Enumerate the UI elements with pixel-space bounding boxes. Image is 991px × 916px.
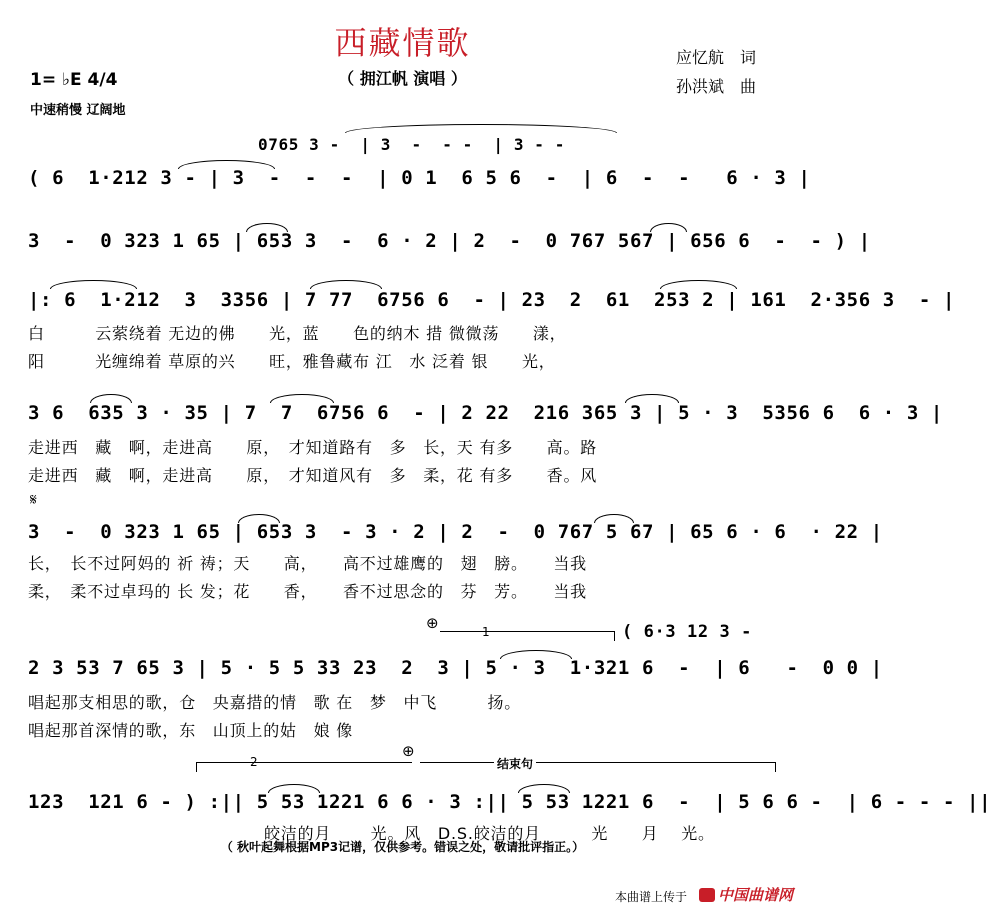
- slur-mark: [238, 514, 280, 523]
- composer-credit: 孙洪斌 曲: [676, 77, 757, 96]
- key-signature: 1= ♭E 4/4: [30, 70, 118, 90]
- first-ending-bracket: [614, 631, 615, 641]
- upper-voice-line: ( 6·3 12 3 -: [622, 622, 753, 642]
- ending-phrase-bracket: [775, 762, 776, 772]
- slur-mark: [310, 280, 382, 289]
- slur-mark: [270, 394, 334, 403]
- performer-line: （ 拥江帆 演唱 ）: [338, 69, 467, 88]
- lyric-line: 走进西 藏 啊，走进高 原， 才知道路有 多 长，天 有多 高。路: [28, 438, 598, 457]
- slur-mark: [50, 280, 137, 289]
- notation-line-5: 3 - 0 323 1 65 | 653 3 - 3 · 2 | 2 - 0 767 5 67 | 65 6 · 6 · 22 |: [28, 521, 883, 543]
- second-ending-bracket: [196, 762, 412, 763]
- slur-mark: [178, 160, 275, 169]
- site-logo[interactable]: [699, 884, 793, 905]
- notation-line-4: 3 6 635 3 · 35 | 7 7 6756 6 - | 2 22 216 365 3 | 5 · 3 5356 6 6 · 3 |: [28, 402, 943, 424]
- lyric-line: 白 云萦绕着 无边的佛 光，蓝 色的纳木 措 微微荡 漾，: [28, 324, 567, 343]
- lyric-line: 长， 长不过阿妈的 祈 祷；天 高， 高不过雄鹰的 翅 膀。 当我: [28, 554, 587, 573]
- lyric-line: 唱起那首深情的歌，东 山顶上的姑 娘 像: [28, 721, 354, 740]
- slur-mark: [345, 124, 617, 133]
- lyric-line: 皎洁的月 光。风 D.S.皎洁的月 光 月 光。: [264, 824, 715, 843]
- notation-line-6: 2 3 53 7 65 3 | 5 · 5 5 33 23 2 3 | 5 · 3 1·321 6 - | 6 - 0 0 |: [28, 657, 883, 679]
- segno-icon: 𝄋: [30, 490, 37, 509]
- site-name: 中国曲谱网: [717, 886, 793, 904]
- slur-mark: [90, 394, 132, 403]
- slur-mark: [518, 784, 570, 793]
- first-ending-number: 1: [482, 625, 490, 639]
- ending-phrase-label: 结束句: [494, 755, 536, 772]
- upper-voice-line: 0765 3 - | 3 - - - | 3 - -: [258, 135, 565, 154]
- slur-mark: [625, 394, 679, 403]
- notation-line-1: ( 6 1·212 3 - | 3 - - - | 0 1 6 5 6 - | 6 - - 6 · 3 |: [28, 167, 811, 189]
- transcription-note: （ 秋叶起舞根据MP3记谱，仅供参考。错误之处，敬请批评指正。）: [220, 840, 585, 854]
- page-title: 西藏情歌: [334, 24, 471, 62]
- slur-mark: [650, 223, 687, 232]
- lyricist-credit: 应忆航 词: [676, 48, 757, 67]
- notation-line-2: 3 - 0 323 1 65 | 653 3 - 6 · 2 | 2 - 0 767 567 | 656 6 - - ) |: [28, 230, 871, 252]
- lyric-line: 唱起那支相思的歌，仓 央嘉措的情 歌 在 梦 中飞 扬。: [28, 693, 522, 712]
- tempo-marking: 中速稍慢 辽阔地: [30, 103, 126, 118]
- slur-mark: [246, 223, 288, 232]
- coda-icon: ⊕: [402, 742, 415, 760]
- notation-line-7: 123 121 6 - ) :|| 5 53 1221 6 6 · 3 :|| 5 53 1221 6 - | 5 6 6 - | 6 - - - ||: [28, 791, 991, 813]
- notation-line-3: |: 6 1·212 3 3356 | 7 77 6756 6 - | 23 2 61 253 2 | 161 2·356 3 - |: [28, 289, 955, 311]
- lyric-line: 走进西 藏 啊，走进高 原， 才知道风有 多 柔，花 有多 香。风: [28, 466, 598, 485]
- slur-mark: [500, 650, 572, 659]
- slur-mark: [268, 784, 320, 793]
- ending-phrase-bracket: [420, 762, 776, 763]
- lyric-line: 阳 光缠绵着 草原的兴 旺，雅鲁藏布 江 水 泛着 银 光，: [28, 352, 556, 371]
- lyric-line: 柔， 柔不过卓玛的 长 发；花 香， 香不过思念的 芬 芳。 当我: [28, 582, 587, 601]
- upload-note: 本曲谱上传于: [614, 890, 687, 904]
- second-ending-number: 2: [250, 755, 258, 769]
- first-ending-bracket: [440, 631, 615, 632]
- site-logo-icon: [699, 888, 715, 902]
- slur-mark: [660, 280, 737, 289]
- coda-icon: ⊕: [426, 614, 439, 632]
- second-ending-bracket: [196, 762, 197, 772]
- slur-mark: [594, 514, 634, 523]
